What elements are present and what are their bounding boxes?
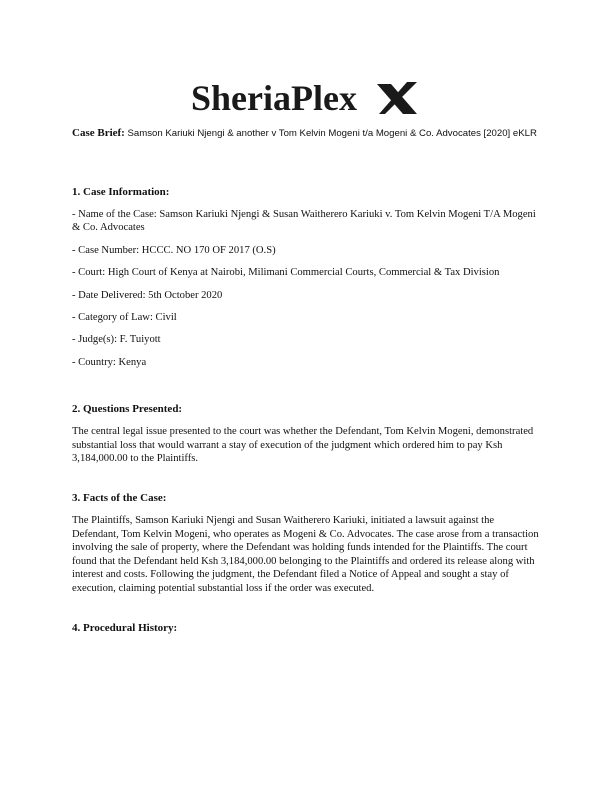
facts-text: The Plaintiffs, Samson Kariuki Njengi and Susan Waitherero Kariuki, initiated a lawsuit against the Defendant, Tom Kelvin Mogeni, who operates as Mogeni & Co. Advocates. The case arose from a transaction involving the sale of property, where the Defendant was holding funds intended for the Plaintiffs. The court found that the Defendant held Ksh 3,184,000.00 belonging to the Plaintiffs and ordered its release along with interest and costs. Following the judgment, the Defendant filed a Notice of Appeal and sought a stay of execution, claiming potential substantial loss if the order was executed. — [72, 515, 539, 594]
case-brief-label: Case Brief: — [72, 127, 125, 139]
case-brief-title: Samson Kariuki Njengi & another v Tom Kelvin Mogeni t/a Mogeni & Co. Advocates [2020] eKLR — [127, 128, 537, 139]
section-spacer — [72, 378, 542, 402]
logo-wordmark: SheriaPlex — [191, 78, 357, 118]
info-item-case-name: - Name of the Case: Samson Kariuki Njengi & Susan Waitherero Kariuki v. Tom Kelvin Mogeni T/A Mogeni & Co. Advocates — [72, 209, 536, 234]
section-heading-questions-presented: 2. Questions Presented: — [72, 403, 183, 416]
info-item-date-delivered: - Date Delivered: 5th October 2020 — [72, 289, 223, 301]
questions-presented-text: The central legal issue presented to the court was whether the Defendant, Tom Kelvin Mogeni, demonstrated substantial loss that would warrant a stay of execution of the judgment which ordered him to pay Ksh 3,184,000.00 to the Plaintiffs. — [72, 426, 534, 465]
section-heading-procedural-history: 4. Procedural History: — [72, 621, 178, 634]
info-item-judges: - Judge(s): F. Tuiyott — [72, 334, 161, 346]
section-heading-facts: 3. Facts of the Case: — [72, 492, 167, 505]
info-item-court: - Court: High Court of Kenya at Nairobi, Milimani Commercial Courts, Commercial & Tax Division — [72, 267, 500, 279]
logo-graphic — [191, 78, 421, 118]
section-spacer — [72, 465, 542, 491]
case-brief-header — [72, 127, 542, 140]
info-item-country: - Country: Kenya — [72, 356, 147, 368]
section-heading-case-information: 1. Case Information: — [72, 186, 170, 198]
info-item-category: - Category of Law: Civil — [72, 312, 177, 324]
info-item-case-number: - Case Number: HCCC. NO 170 OF 2017 (O.S) — [72, 244, 276, 256]
section-spacer — [72, 595, 542, 621]
brief-content — [72, 185, 542, 644]
logo-x-mark-icon — [377, 82, 417, 114]
sheriaplex-logo — [0, 78, 612, 123]
